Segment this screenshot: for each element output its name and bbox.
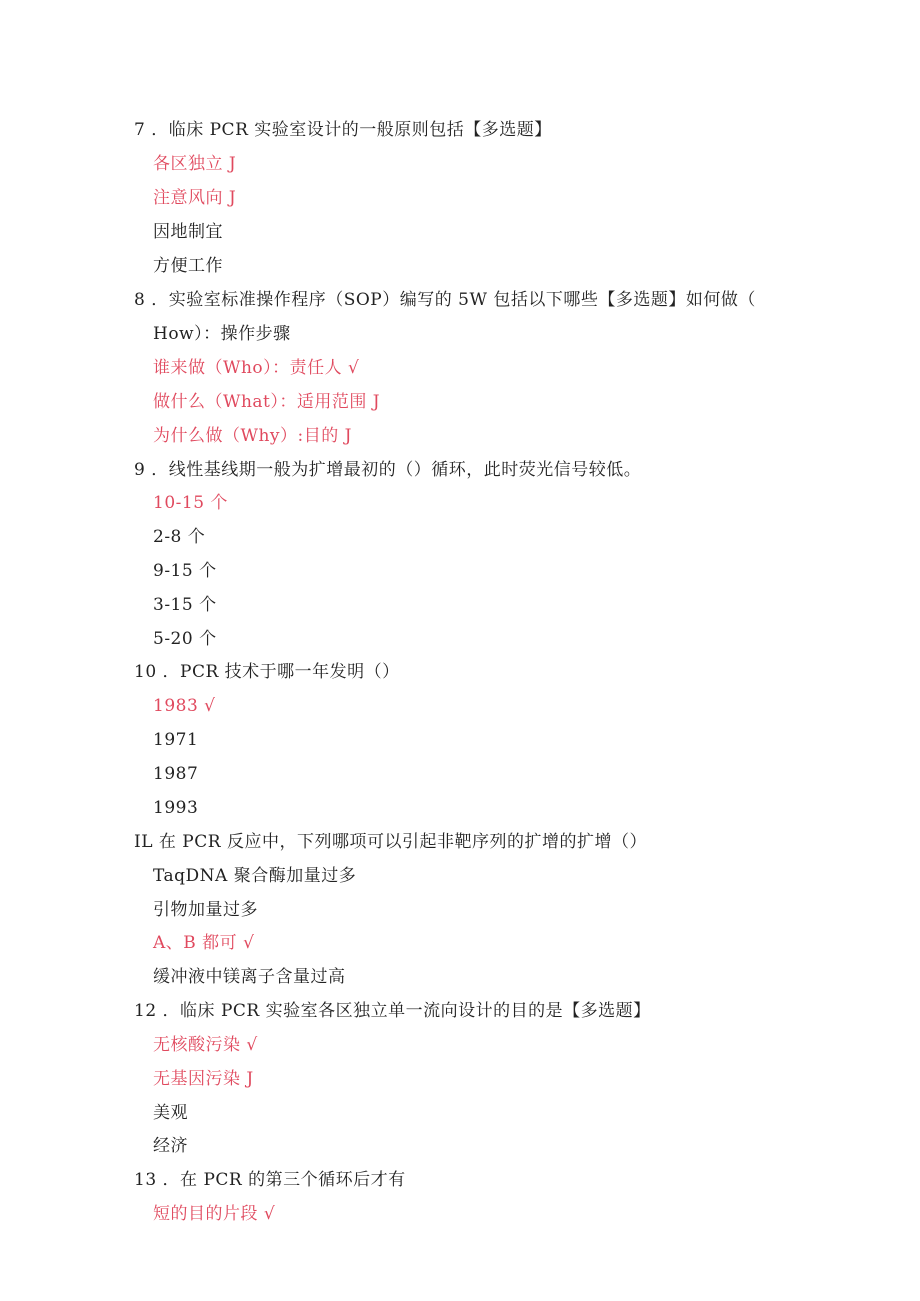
option-text: 1993 <box>153 798 199 818</box>
question-10-text: 10 ．PCR 技术于哪一年发明（） <box>134 662 400 682</box>
option-text: 引物加量过多 <box>153 900 258 920</box>
option-text: 无核酸污染 √ <box>153 1035 258 1055</box>
question-11-text: IL 在 PCR 反应中，下列哪项可以引起非靶序列的扩增的扩增（） <box>134 832 647 852</box>
option-text: 做什么（What）：适用范围 J <box>153 392 381 412</box>
option-text: 5-20 个 <box>153 629 217 649</box>
option-text: 3-15 个 <box>153 595 217 615</box>
option-text: 无基因污染 J <box>153 1069 254 1089</box>
option-text: 1987 <box>153 764 199 784</box>
question-8-continuation: How）：操作步骤 <box>153 324 291 344</box>
option-text: 美观 <box>153 1103 188 1123</box>
option-text: 因地制宜 <box>153 222 223 242</box>
option-text: 经济 <box>153 1136 188 1156</box>
option-text: 各区独立 J <box>153 154 237 174</box>
option-text: 谁来做（Who）：责任人 √ <box>153 358 360 378</box>
option-text: TaqDNA 聚合酶加量过多 <box>153 866 357 886</box>
option-text: 短的目的片段 √ <box>153 1204 276 1224</box>
option-text: 2-8 个 <box>153 527 206 547</box>
option-text: 缓冲液中镁离子含量过高 <box>153 967 346 987</box>
question-8-text: 8 ．实验室标准操作程序（SOP）编写的 5W 包括以下哪些【多选题】如何做（ <box>134 290 756 310</box>
option-text: 1983 √ <box>153 696 216 716</box>
option-text: 方便工作 <box>153 256 223 276</box>
option-text: 1971 <box>153 730 199 750</box>
option-text: 10-15 个 <box>153 493 228 513</box>
question-7-text: 7 ．临床 PCR 实验室设计的一般原则包括【多选题】 <box>134 120 552 140</box>
question-9-text: 9 ．线性基线期一般为扩增最初的（）循环，此时荧光信号较低。 <box>134 460 642 480</box>
option-text: 9-15 个 <box>153 561 217 581</box>
option-text: 为什么做（Why）:目的 J <box>153 426 352 446</box>
option-text: A、B 都可 √ <box>153 933 255 953</box>
question-13-text: 13 ．在 PCR 的第三个循环后才有 <box>134 1170 406 1190</box>
question-12-text: 12 ．临床 PCR 实验室各区独立单一流向设计的目的是【多选题】 <box>134 1001 651 1021</box>
option-text: 注意风向 J <box>153 188 237 208</box>
